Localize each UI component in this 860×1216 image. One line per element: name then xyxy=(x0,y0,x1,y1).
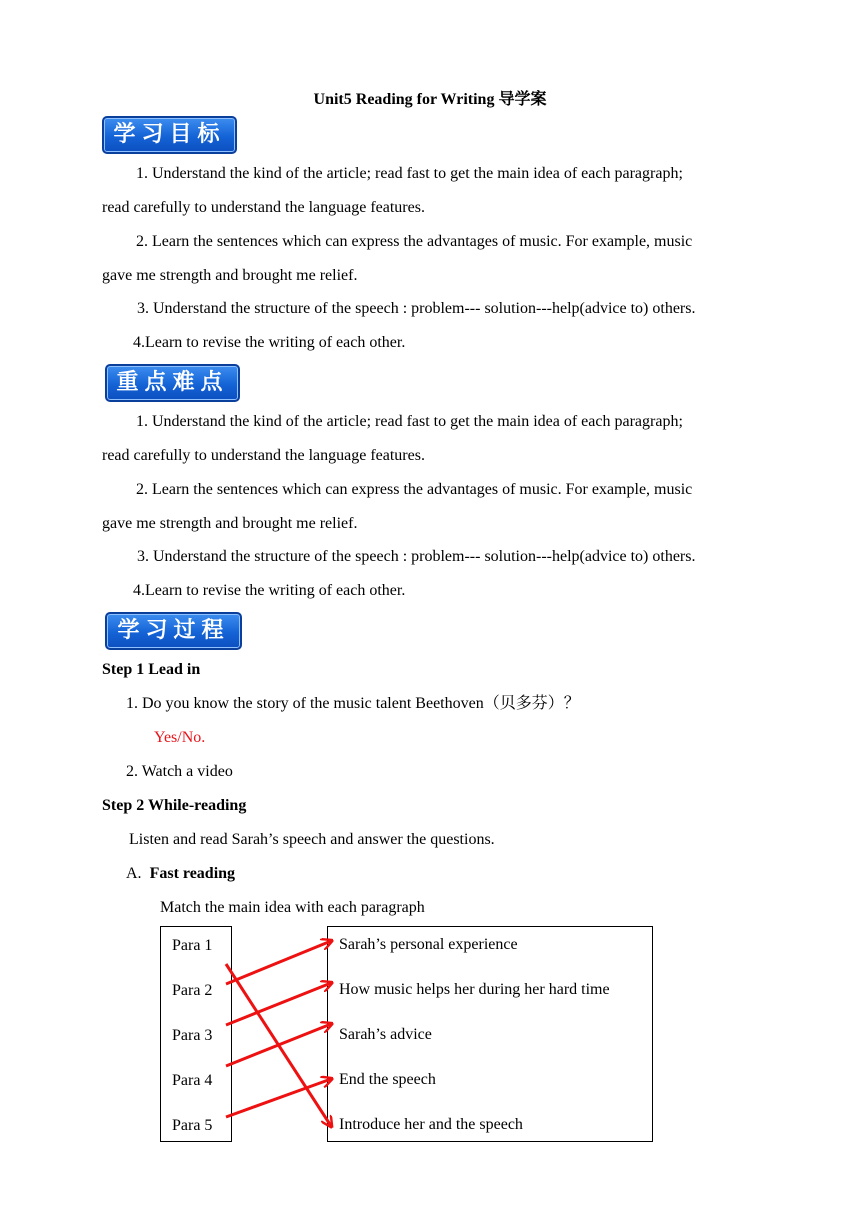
key-point-2: 2. Learn the sentences which can express the advantages of music. For example, music gave me strength and brought me relief. xyxy=(102,481,693,532)
match-arrow xyxy=(226,941,331,984)
key-point-4: 4.Learn to revise the writing of each other. xyxy=(133,582,406,599)
para-label: Para 5 xyxy=(172,1117,213,1134)
para-label: Para 2 xyxy=(172,982,213,999)
objective-1: 1. Understand the kind of the article; read fast to get the main idea of each paragraph; read carefully to understand the language features. xyxy=(102,165,683,216)
main-idea: Introduce her and the speech xyxy=(339,1116,523,1133)
main-idea: How music helps her during her hard time xyxy=(339,981,610,998)
step1-heading: Step 1 Lead in xyxy=(102,661,201,678)
objectives-banner: 学习目标 xyxy=(102,116,237,154)
objective-2: 2. Learn the sentences which can express the advantages of music. For example, music gave me strength and brought me relief. xyxy=(102,233,693,284)
objective-3: 3. Understand the structure of the speech : problem--- solution---help(advice to) others. xyxy=(137,300,696,317)
key-point-1: 1. Understand the kind of the article; read fast to get the main idea of each paragraph; read carefully to understand the language features. xyxy=(102,413,683,464)
para-label: Para 3 xyxy=(172,1027,213,1044)
para-label: Para 1 xyxy=(172,937,213,954)
objective-4: 4.Learn to revise the writing of each other. xyxy=(133,334,406,351)
para-label: Para 4 xyxy=(172,1072,213,1089)
step2-heading: Step 2 While-reading xyxy=(102,797,247,814)
key-points-banner: 重点难点 xyxy=(105,364,240,402)
main-idea: End the speech xyxy=(339,1071,436,1088)
step2-instruction: Listen and read Sarah’s speech and answer the questions. xyxy=(129,831,495,848)
step1-question-1: 1. Do you know the story of the music talent Beethoven（贝多芬）？ xyxy=(126,695,580,712)
step1-question-2: 2. Watch a video xyxy=(126,763,233,780)
match-arrow xyxy=(226,1079,331,1117)
match-arrow xyxy=(226,1024,331,1066)
part-a-heading: A. Fast reading xyxy=(126,865,236,882)
key-point-3: 3. Understand the structure of the speech : problem--- solution---help(advice to) others. xyxy=(137,548,696,565)
main-idea: Sarah’s advice xyxy=(339,1026,432,1043)
matching-task: Match the main idea with each paragraph xyxy=(160,899,425,916)
process-banner: 学习过程 xyxy=(105,612,242,650)
main-idea: Sarah’s personal experience xyxy=(339,936,518,953)
page-title: Unit5 Reading for Writing 导学案 xyxy=(313,91,547,108)
step1-answer: Yes/No. xyxy=(154,729,206,746)
